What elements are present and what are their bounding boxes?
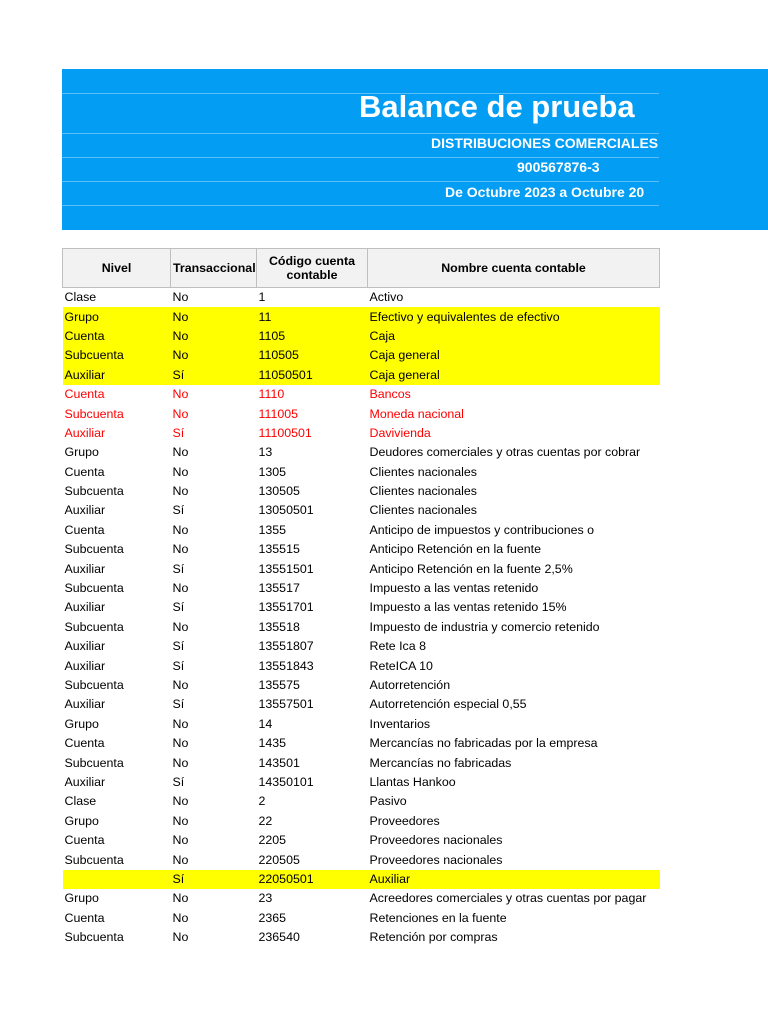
- cell-transaccional[interactable]: Sí: [172, 561, 185, 576]
- report-period: De Octubre 2023 a Octubre 20: [445, 184, 645, 200]
- cell-transaccional[interactable]: No: [172, 387, 189, 402]
- cell-nivel[interactable]: Cuenta: [64, 387, 105, 402]
- cell-transaccional[interactable]: Sí: [171, 366, 257, 385]
- cell-codigo[interactable]: 13551807: [258, 639, 314, 654]
- cell-nombre[interactable]: Proveedores nacionales: [369, 833, 503, 848]
- cell-codigo[interactable]: 13050501: [258, 503, 314, 518]
- table-row: [63, 404, 660, 423]
- table-row: [63, 909, 660, 928]
- cell-transaccional[interactable]: No: [172, 581, 189, 596]
- cell-codigo[interactable]: 1435: [258, 736, 287, 751]
- cell-nombre[interactable]: Deudores comerciales y otras cuentas por cobrar: [369, 445, 641, 460]
- cell-nombre[interactable]: Mercancías no fabricadas por la empresa: [369, 736, 598, 751]
- table-row: [63, 618, 660, 637]
- cell-nivel[interactable]: Auxiliar: [64, 774, 106, 789]
- cell-nivel[interactable]: Cuenta: [64, 736, 105, 751]
- cell-nombre[interactable]: Clientes nacionales: [369, 464, 477, 479]
- table-row: [63, 579, 660, 598]
- cell-nivel[interactable]: Subcuenta: [64, 930, 124, 945]
- column-header-nivel[interactable]: Nivel: [63, 249, 171, 288]
- cell-transaccional[interactable]: No: [172, 833, 189, 848]
- cell-nivel[interactable]: Subcuenta: [64, 852, 124, 867]
- table-body: [63, 288, 660, 948]
- cell-transaccional[interactable]: No: [172, 522, 189, 537]
- cell-nombre[interactable]: Mercancías no fabricadas: [369, 755, 512, 770]
- cell-nombre[interactable]: Clientes nacionales: [369, 503, 477, 518]
- cell-nombre[interactable]: Inventarios: [369, 716, 431, 731]
- table-row: [63, 307, 660, 326]
- cell-nivel[interactable]: Grupo: [63, 307, 171, 326]
- cell-transaccional[interactable]: No: [172, 813, 189, 828]
- cell-nombre[interactable]: Impuesto a las ventas retenido 15%: [369, 600, 567, 615]
- table-row: [63, 346, 660, 365]
- cell-nivel[interactable]: Auxiliar: [63, 366, 171, 385]
- cell-nivel[interactable]: Auxiliar: [64, 658, 106, 673]
- cell-transaccional[interactable]: No: [172, 619, 189, 634]
- cell-nombre[interactable]: Caja general: [368, 366, 660, 385]
- cell-nombre[interactable]: Autorretención: [369, 678, 451, 692]
- cell-transaccional[interactable]: No: [171, 346, 257, 365]
- cell-codigo[interactable]: 22: [258, 813, 273, 828]
- cell-nivel[interactable]: Subcuenta: [64, 484, 124, 499]
- cell-nombre[interactable]: Rete Ica 8: [369, 639, 426, 654]
- cell-nombre[interactable]: Pasivo: [369, 794, 407, 809]
- cell-transaccional[interactable]: No: [172, 484, 189, 499]
- cell-nivel[interactable]: Clase: [64, 794, 97, 809]
- cell-codigo[interactable]: 2365: [258, 910, 287, 925]
- cell-codigo[interactable]: 13551701: [258, 600, 314, 615]
- banner-content: [62, 69, 659, 230]
- cell-transaccional[interactable]: Sí: [172, 658, 185, 673]
- cell-nivel[interactable]: Subcuenta: [64, 406, 124, 421]
- cell-transaccional[interactable]: Sí: [172, 774, 185, 789]
- table-row: [63, 676, 660, 695]
- cell-transaccional[interactable]: No: [171, 327, 257, 346]
- cell-nombre[interactable]: Activo: [369, 290, 404, 305]
- cell-codigo[interactable]: 14350101: [258, 774, 314, 789]
- table-row: [63, 327, 660, 346]
- table-row: [63, 792, 660, 811]
- cell-codigo[interactable]: 2205: [258, 833, 287, 848]
- cell-transaccional[interactable]: No: [172, 678, 189, 692]
- cell-transaccional[interactable]: No: [172, 464, 189, 479]
- cell-transaccional[interactable]: No: [172, 290, 189, 305]
- cell-transaccional[interactable]: No: [172, 891, 189, 906]
- table-row: [63, 540, 660, 559]
- cell-transaccional[interactable]: No: [172, 445, 189, 460]
- table-row: [63, 385, 660, 404]
- cell-codigo[interactable]: 1355: [258, 522, 287, 537]
- cell-transaccional[interactable]: Sí: [172, 639, 185, 654]
- table-row: [63, 559, 660, 578]
- table-row: [63, 870, 660, 889]
- cell-codigo[interactable]: 135518: [258, 619, 300, 634]
- cell-nombre[interactable]: Acreedores comerciales y otras cuentas por pagar: [369, 891, 647, 906]
- cell-nivel[interactable]: Grupo: [64, 891, 99, 906]
- cell-codigo[interactable]: 13551843: [258, 658, 314, 673]
- cell-transaccional[interactable]: Sí: [172, 697, 185, 712]
- cell-nombre[interactable]: Proveedores nacionales: [369, 852, 503, 867]
- cell-codigo[interactable]: 11100501: [258, 425, 312, 440]
- cell-transaccional[interactable]: No: [171, 307, 257, 326]
- table-row: [63, 753, 660, 772]
- cell-transaccional[interactable]: No: [172, 852, 189, 867]
- cell-nombre[interactable]: Llantas Hankoo: [369, 774, 456, 789]
- cell-nombre[interactable]: Anticipo de impuestos y contribuciones o: [369, 522, 595, 537]
- cell-nombre[interactable]: Retenciones en la fuente: [369, 910, 507, 925]
- cell-nombre[interactable]: Caja: [368, 327, 660, 346]
- cell-nombre[interactable]: Autorretención especial 0,55: [369, 697, 527, 712]
- cell-nivel[interactable]: Auxiliar: [64, 503, 106, 518]
- accounts-table-wrapper: [62, 248, 659, 947]
- table-row: [63, 773, 660, 792]
- cell-transaccional[interactable]: Sí: [171, 870, 257, 889]
- cell-codigo[interactable]: 1305: [258, 464, 287, 479]
- cell-nivel[interactable]: Grupo: [64, 813, 99, 828]
- cell-nombre[interactable]: Retención por compras: [369, 930, 498, 945]
- table-row: [63, 831, 660, 850]
- cell-codigo[interactable]: 1: [258, 290, 266, 305]
- cell-nombre[interactable]: Caja general: [368, 346, 660, 365]
- cell-nombre[interactable]: ReteICA 10: [369, 658, 433, 673]
- cell-nombre[interactable]: Moneda nacional: [369, 406, 464, 421]
- column-header-nombre[interactable]: Nombre cuenta contable: [368, 249, 660, 288]
- cell-transaccional[interactable]: Sí: [172, 425, 185, 440]
- cell-codigo[interactable]: 130505: [258, 484, 300, 499]
- cell-nivel[interactable]: Grupo: [64, 716, 99, 731]
- cell-nombre[interactable]: Bancos: [369, 387, 411, 402]
- table-row: [63, 812, 660, 831]
- table-row: [63, 715, 660, 734]
- table-row: [63, 424, 660, 443]
- cell-nivel[interactable]: Auxiliar: [64, 425, 106, 440]
- cell-codigo[interactable]: 111005: [258, 406, 299, 421]
- cell-codigo[interactable]: 11050501: [257, 366, 368, 385]
- column-header-transaccional[interactable]: Transaccional: [171, 249, 257, 288]
- cell-codigo[interactable]: 1110: [258, 387, 285, 402]
- cell-nivel[interactable]: Subcuenta: [63, 346, 171, 365]
- cell-nombre[interactable]: Anticipo Retención en la fuente 2,5%: [369, 561, 573, 576]
- company-name: DISTRIBUCIONES COMERCIALES: [431, 135, 659, 151]
- cell-nombre[interactable]: Clientes nacionales: [369, 484, 477, 499]
- cell-nivel[interactable]: Subcuenta: [64, 755, 124, 770]
- table-row: [63, 482, 660, 501]
- cell-codigo[interactable]: 135517: [258, 581, 300, 596]
- cell-nivel[interactable]: Auxiliar: [64, 639, 106, 654]
- table-row: [63, 656, 660, 675]
- cell-codigo[interactable]: 135515: [258, 542, 300, 557]
- cell-transaccional[interactable]: No: [172, 755, 189, 770]
- cell-codigo[interactable]: 22050501: [257, 870, 368, 889]
- cell-transaccional[interactable]: No: [172, 910, 189, 925]
- column-header-codigo[interactable]: Código cuenta contable: [257, 249, 368, 288]
- table-row: [63, 501, 660, 520]
- cell-transaccional[interactable]: No: [172, 542, 189, 557]
- cell-nivel[interactable]: Auxiliar: [64, 561, 106, 576]
- cell-nivel[interactable]: Subcuenta: [64, 678, 124, 692]
- cell-transaccional[interactable]: Sí: [172, 600, 185, 615]
- cell-codigo[interactable]: 220505: [258, 852, 300, 867]
- cell-nombre[interactable]: Impuesto a las ventas retenido: [369, 581, 539, 596]
- cell-nivel[interactable]: Cuenta: [63, 327, 171, 346]
- table-row: [63, 598, 660, 617]
- cell-codigo[interactable]: 13551501: [258, 561, 314, 576]
- cell-nombre[interactable]: Efectivo y equivalentes de efectivo: [368, 307, 660, 326]
- cell-transaccional[interactable]: No: [172, 930, 189, 945]
- table-row: [63, 734, 660, 753]
- cell-nombre[interactable]: Impuesto de industria y comercio retenido: [369, 619, 600, 634]
- table-row: [63, 889, 660, 908]
- cell-codigo[interactable]: 135575: [258, 678, 300, 692]
- cell-codigo[interactable]: 23: [258, 891, 273, 906]
- cell-nivel[interactable]: Subcuenta: [64, 542, 124, 557]
- accounts-table: [62, 248, 660, 947]
- cell-nombre[interactable]: Anticipo Retención en la fuente: [369, 542, 542, 557]
- cell-nivel[interactable]: Subcuenta: [64, 581, 124, 596]
- cell-nombre[interactable]: Davivienda: [369, 425, 431, 440]
- cell-nivel[interactable]: Auxiliar: [64, 600, 106, 615]
- cell-transaccional[interactable]: Sí: [172, 503, 185, 518]
- cell-nivel[interactable]: Clase: [64, 290, 97, 305]
- cell-codigo[interactable]: 13557501: [258, 697, 314, 712]
- cell-codigo[interactable]: 1105: [257, 327, 368, 346]
- table-row: [63, 443, 660, 462]
- cell-nivel[interactable]: Subcuenta: [64, 619, 124, 634]
- cell-codigo[interactable]: 143501: [258, 755, 300, 770]
- cell-codigo[interactable]: 2: [258, 794, 266, 809]
- cell-nombre[interactable]: Proveedores: [369, 813, 440, 828]
- cell-codigo[interactable]: 13: [258, 445, 273, 460]
- company-nit: 900567876-3: [517, 159, 600, 175]
- cell-nivel[interactable]: [63, 870, 171, 889]
- table-row: [63, 288, 660, 308]
- cell-nivel[interactable]: Grupo: [64, 445, 99, 460]
- cell-nivel[interactable]: Cuenta: [64, 522, 105, 537]
- report-title: Balance de prueba: [359, 89, 635, 124]
- cell-transaccional[interactable]: No: [172, 716, 189, 731]
- table-row: [63, 850, 660, 869]
- table-row: [63, 695, 660, 714]
- cell-codigo[interactable]: 14: [258, 716, 273, 731]
- table-row: [63, 928, 660, 947]
- cell-nivel[interactable]: Cuenta: [64, 833, 105, 848]
- table-row: [63, 463, 660, 482]
- cell-transaccional[interactable]: No: [172, 794, 189, 809]
- cell-codigo[interactable]: 236540: [258, 930, 300, 945]
- table-header-row: [63, 249, 660, 288]
- table-row: [63, 366, 660, 385]
- cell-codigo[interactable]: 110505: [257, 346, 368, 365]
- cell-codigo[interactable]: 11: [257, 307, 368, 326]
- cell-nivel[interactable]: Cuenta: [64, 464, 105, 479]
- cell-transaccional[interactable]: No: [172, 736, 189, 751]
- cell-nivel[interactable]: Cuenta: [64, 910, 105, 925]
- table-row: [63, 521, 660, 540]
- table-row: [63, 637, 660, 656]
- cell-transaccional[interactable]: No: [172, 406, 189, 421]
- cell-nombre[interactable]: Auxiliar: [368, 870, 660, 889]
- cell-nivel[interactable]: Auxiliar: [64, 697, 106, 712]
